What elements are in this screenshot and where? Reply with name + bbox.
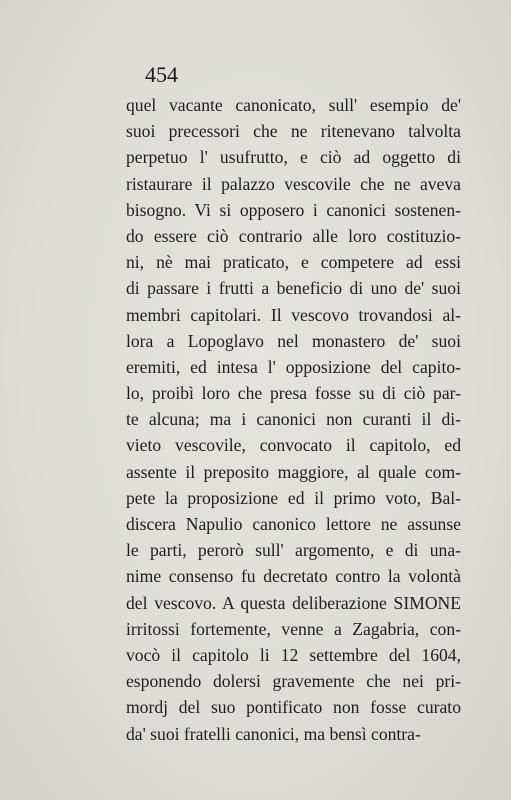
text-line: di passare i frutti a beneficio di uno de' suoi	[126, 278, 461, 299]
text-line: perpetuo l' usufrutto, e ciò ad oggetto di	[126, 147, 461, 168]
text-line: suoi precessori che ne ritenevano talvolta	[126, 121, 461, 142]
text-line: lo, proibì loro che presa fosse su di ciò par-	[126, 383, 461, 404]
page-number: 454	[145, 62, 178, 87]
text-line: mordj del suo pontificato non fosse curato	[126, 697, 461, 718]
text-line: membri capitolari. Il vescovo trovandosi al-	[126, 304, 461, 325]
text-line: del vescovo. A questa deliberazione SIMONE	[126, 592, 461, 613]
text-line: ristaurare il palazzo vescovile che ne aveva	[126, 173, 461, 194]
text-line: esponendo dolersi gravemente che nei pri-	[126, 671, 461, 692]
text-line: bisogno. Vi si opposero i canonici sostenen-	[126, 199, 461, 220]
text-line: ni, nè mai praticato, e competere ad essi	[126, 252, 461, 273]
text-line: da' suoi fratelli canonici, ma bensì contra-	[126, 723, 421, 744]
text-line: le parti, perorò sull' argomento, e di una-	[126, 540, 461, 561]
text-line: irritossi fortemente, venne a Zagabria, con-	[126, 618, 461, 639]
text-line: vieto vescovile, convocato il capitolo, ed	[126, 435, 461, 456]
text-line: nime consenso fu decretato contro la volontà	[126, 566, 461, 587]
text-line: eremiti, ed intesa l' opposizione del capito-	[126, 356, 461, 377]
text-line: assente il preposito maggiore, al quale com-	[126, 461, 461, 482]
text-line: discera Napulio canonico lettore ne assunse	[126, 514, 461, 534]
text-line: do essere ciò contrario alle loro costituzio-	[126, 225, 461, 246]
text-line: te alcuna; ma i canonici non curanti il di-	[126, 409, 461, 430]
text-line: vocò il capitolo li 12 settembre del 1604,	[126, 644, 461, 665]
text-line: pete la proposizione ed il primo voto, Bal-	[126, 487, 461, 508]
text-line: quel vacante canonicato, sull' esempio de'	[126, 95, 461, 115]
body-text	[126, 92, 461, 747]
text-line: lora a Lopoglavo nel monastero de' suoi	[126, 330, 461, 351]
